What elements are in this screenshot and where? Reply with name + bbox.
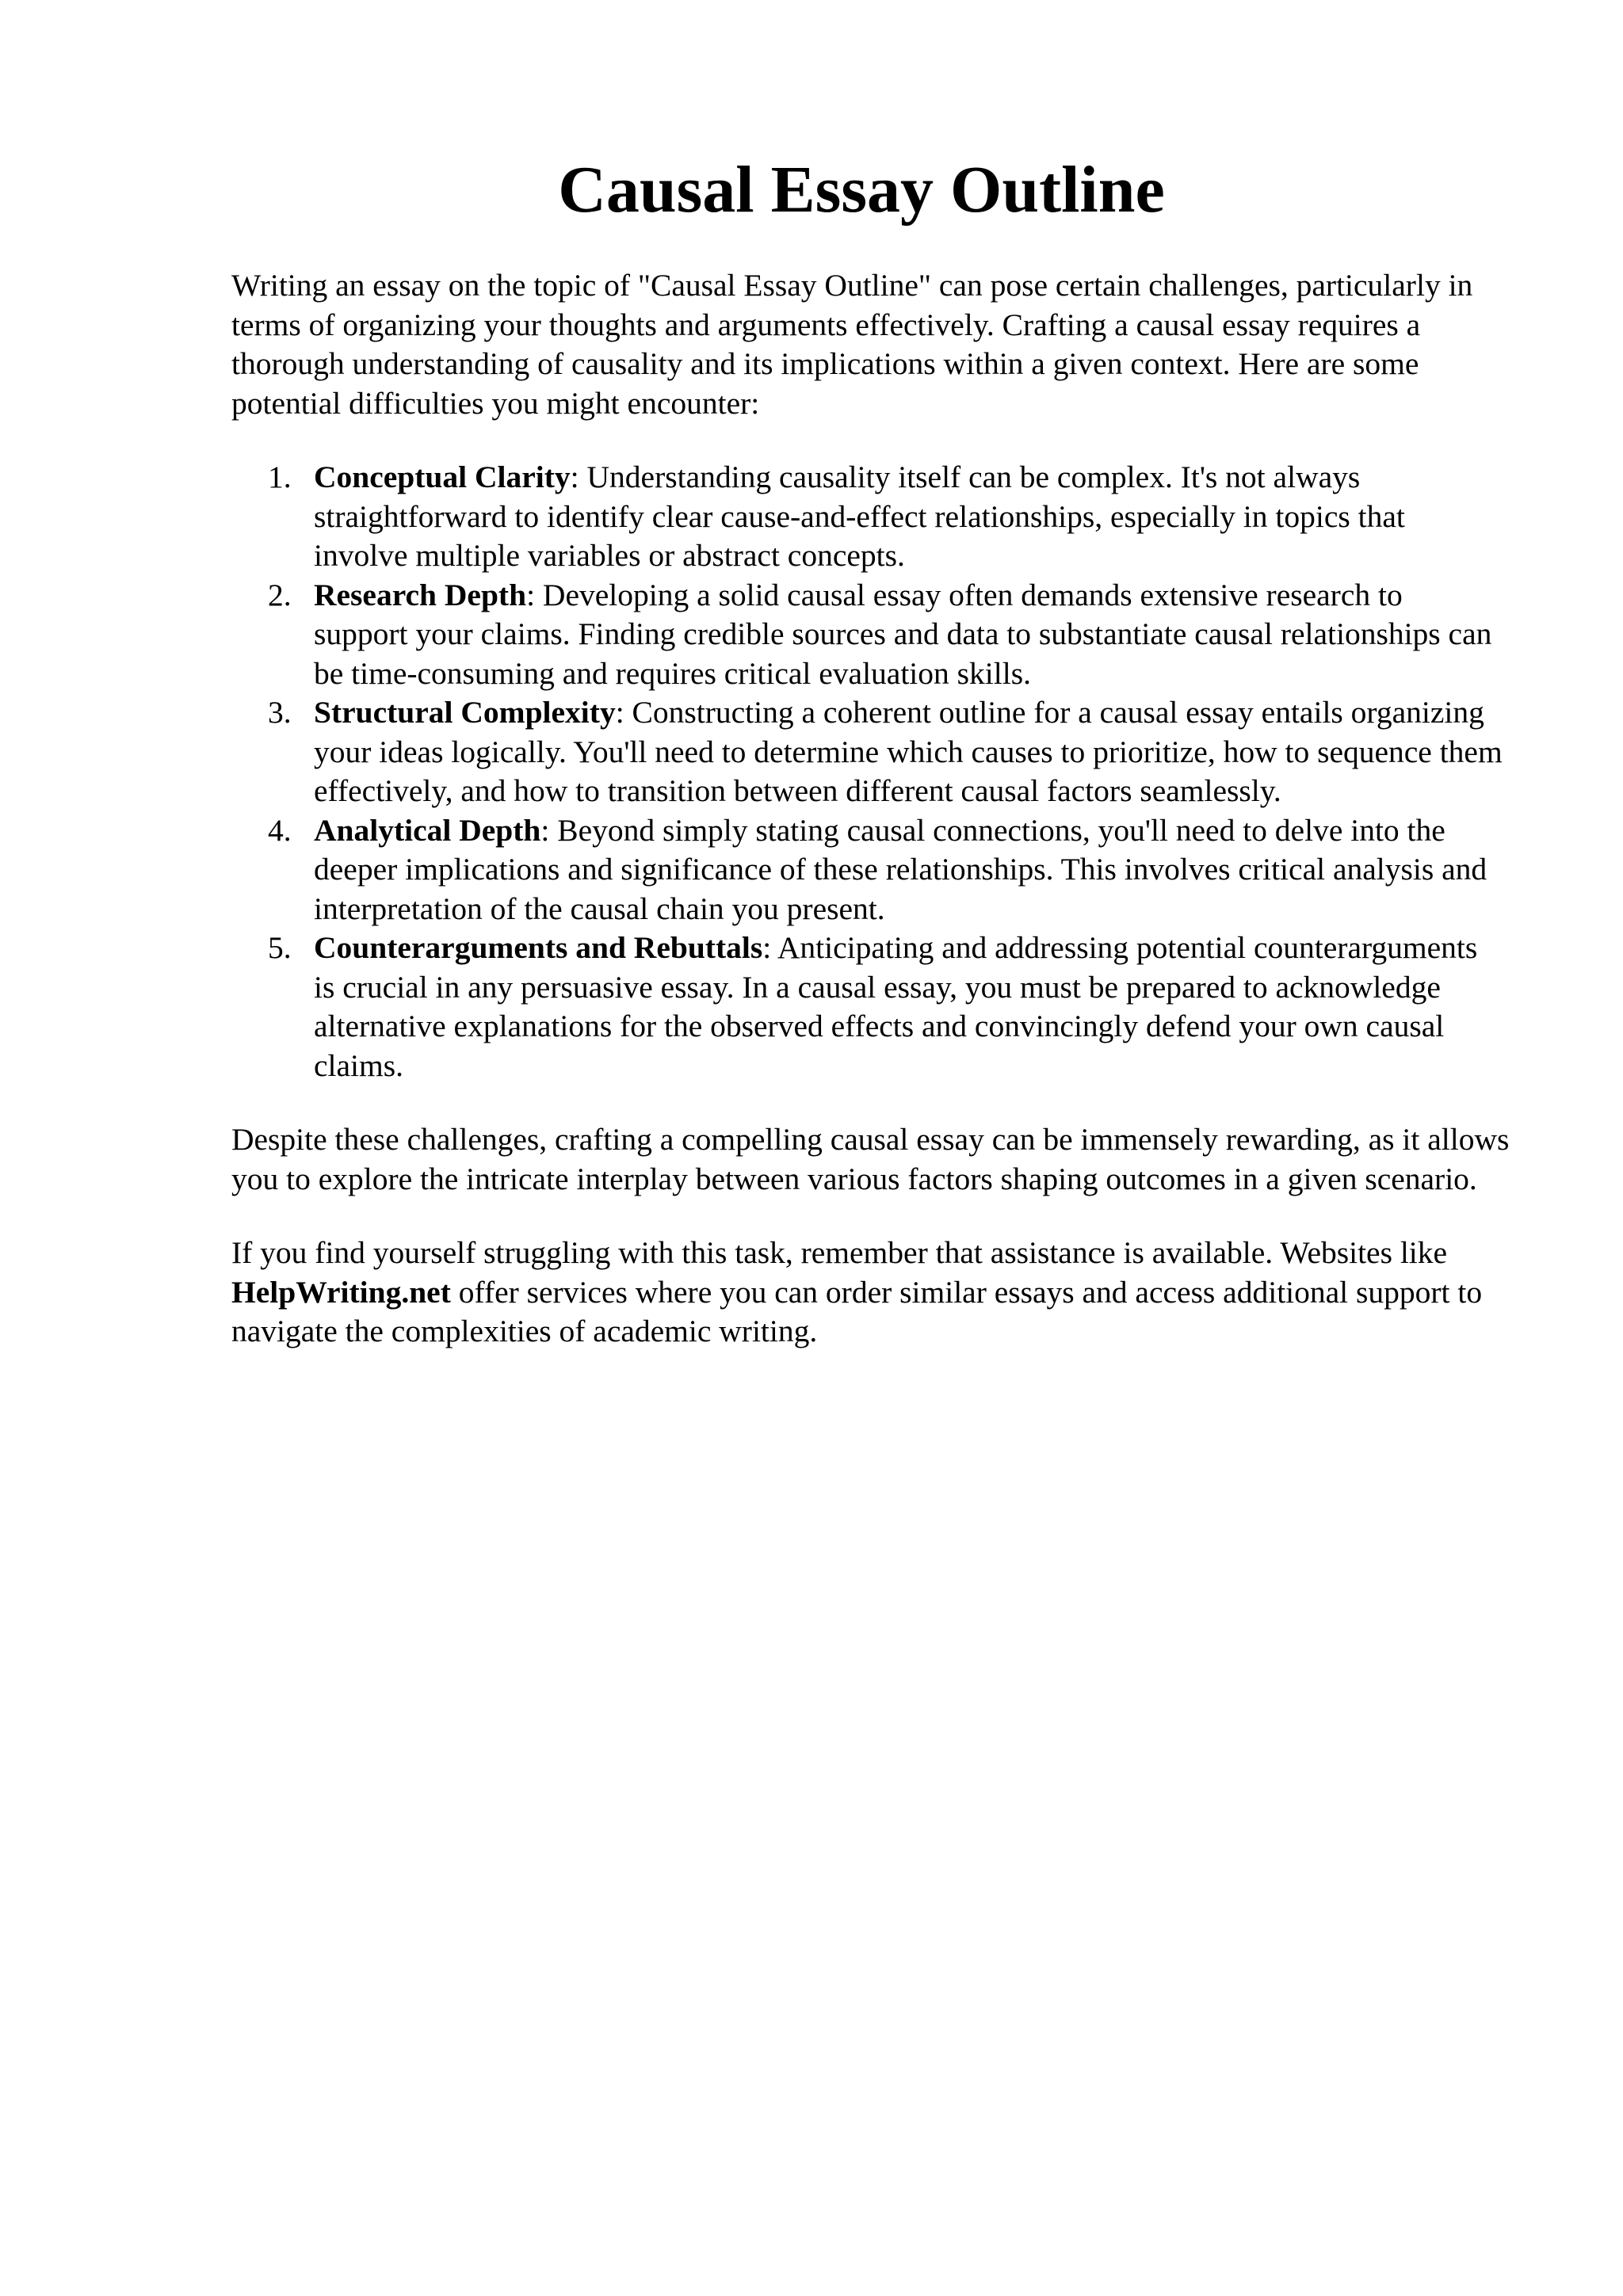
intro-paragraph: Writing an essay on the topic of "Causal Essay Outline" can pose certain challenges, particularly in terms of organizing your thoughts and arguments effectively. Crafting a causal essay requires a thorough understanding of causality and its implications within a given context. Here are some potential difficulties you might encounter:: [231, 268, 1473, 421]
list-number: 5.: [268, 930, 292, 965]
help-paragraph: [231, 1234, 1515, 1352]
list-item-term: Conceptual Clarity: [314, 460, 571, 494]
help-text-before: If you find yourself struggling with this task, remember that assistance is available. Websites like: [231, 1235, 1448, 1270]
list-item-text: : Constructing a coherent outline for a causal essay entails organizing your ideas logically. You'll need to determine which causes to prioritize, how to sequence them effectively, and how to transition between different causal factors seamlessly.: [314, 695, 1503, 808]
list-number: 4.: [268, 812, 292, 848]
list-item: [231, 811, 1503, 929]
list-item-term: Research Depth: [314, 577, 527, 612]
brand-name: HelpWriting.net: [231, 1274, 451, 1310]
conclusion-paragraph: Despite these challenges, crafting a compelling causal essay can be immensely rewarding, as it allows you to explore the intricate interplay between various factors shaping outcomes in a given scenario.: [231, 1122, 1510, 1196]
list-item: [231, 929, 1503, 1085]
page-title: Causal Essay Outline: [558, 153, 1165, 227]
list-item-term: Counterarguments and Rebuttals: [314, 930, 763, 965]
help-text-after: offer services where you can order similar essays and access additional support to navigate the complexities of academic writing.: [231, 1274, 1483, 1348]
list-item-text: : Anticipating and addressing potential counterarguments is crucial in any persuasive essay. In a causal essay, you must be prepared to acknowledge alternative explanations for the observed effects and convincingly defend your own causal claims.: [314, 930, 1478, 1083]
list-item: [231, 458, 1503, 576]
list-item-text: : Developing a solid causal essay often demands extensive research to support your claims. Finding credible sources and data to substantiate causal relationships can be time-consuming and requires critical evaluation skills.: [314, 577, 1492, 691]
list-number: 1.: [268, 460, 292, 494]
list-item-term: Structural Complexity: [314, 695, 616, 730]
list-number: 2.: [268, 577, 292, 612]
difficulties-list: [231, 458, 1515, 1085]
list-item: [231, 576, 1503, 694]
list-item: [231, 693, 1503, 811]
list-item-text: : Understanding causality itself can be complex. It's not always straightforward to identify clear cause-and-effect relationships, especially in topics that involve multiple variables or abstract concepts.: [314, 460, 1405, 573]
list-item-term: Analytical Depth: [314, 812, 541, 848]
document-body: [231, 266, 1515, 1352]
list-item-text: : Beyond simply stating causal connections, you'll need to delve into the deeper implications and significance of these relationships. This involves critical analysis and interpretation of the causal chain you present.: [314, 812, 1487, 926]
list-number: 3.: [268, 695, 292, 730]
